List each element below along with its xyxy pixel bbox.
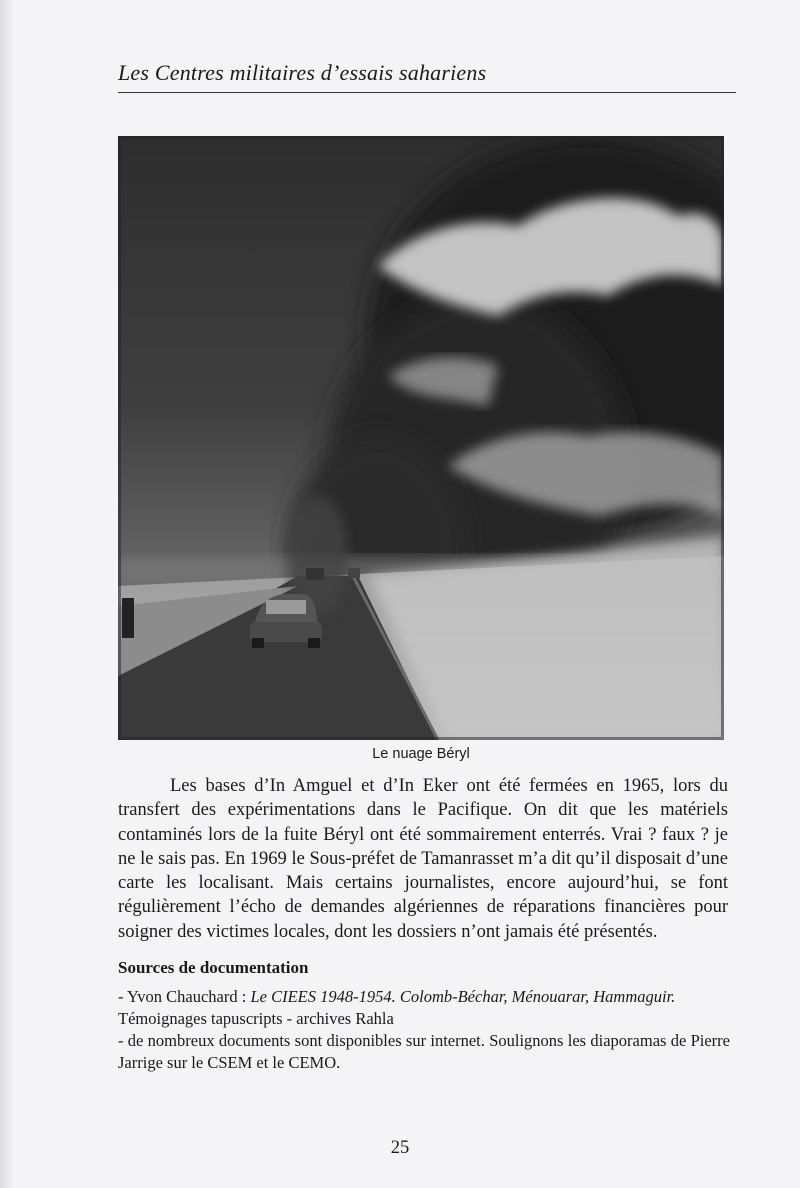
page-number: 25	[390, 1138, 410, 1158]
sources-heading: Sources de documentation	[118, 958, 309, 977]
figure-caption: Le nuage Béryl	[372, 746, 470, 762]
running-title: Les Centres militaires d’essais sahariens	[118, 60, 736, 93]
page-edge	[0, 0, 14, 1188]
source-item-chauchard	[118, 986, 730, 1008]
source-item-chauchard-title: Le CIEES 1948-1954. Colomb-Béchar, Ménouarar, Hammaguir.	[250, 987, 676, 1006]
source-item-chauchard-prefix: - Yvon Chauchard :	[118, 987, 251, 1006]
source-item-temoignages: Témoignages tapuscripts - archives Rahla	[118, 1009, 394, 1028]
photo-illustration	[118, 136, 724, 740]
body-paragraph: Les bases d’In Amguel et d’In Eker ont été fermées en 1965, lors du transfert des expérimentations dans le Pacifique. On dit que les matériels contaminés lors de la fuite Béryl ont été sommairement enterrés. Vrai ? faux ? je ne le sais pas. En 1969 le Sous-préfet de Tamanrasset m’a dit qu’il disposait d’une carte les localisant. Mais certains journalistes, encore aujourd’hui, se font régulièrement l’écho de demandes algériennes de réparations financières pour soigner des victimes locales, dont les dossiers n’ont jamais été présentés.	[118, 776, 728, 942]
source-item-internet: - de nombreux documents sont disponibles sur internet. Soulignons les diaporamas de Pierre Jarrige sur le CSEM et le CEMO.	[118, 1031, 730, 1072]
photo-beryl-cloud	[118, 136, 724, 740]
